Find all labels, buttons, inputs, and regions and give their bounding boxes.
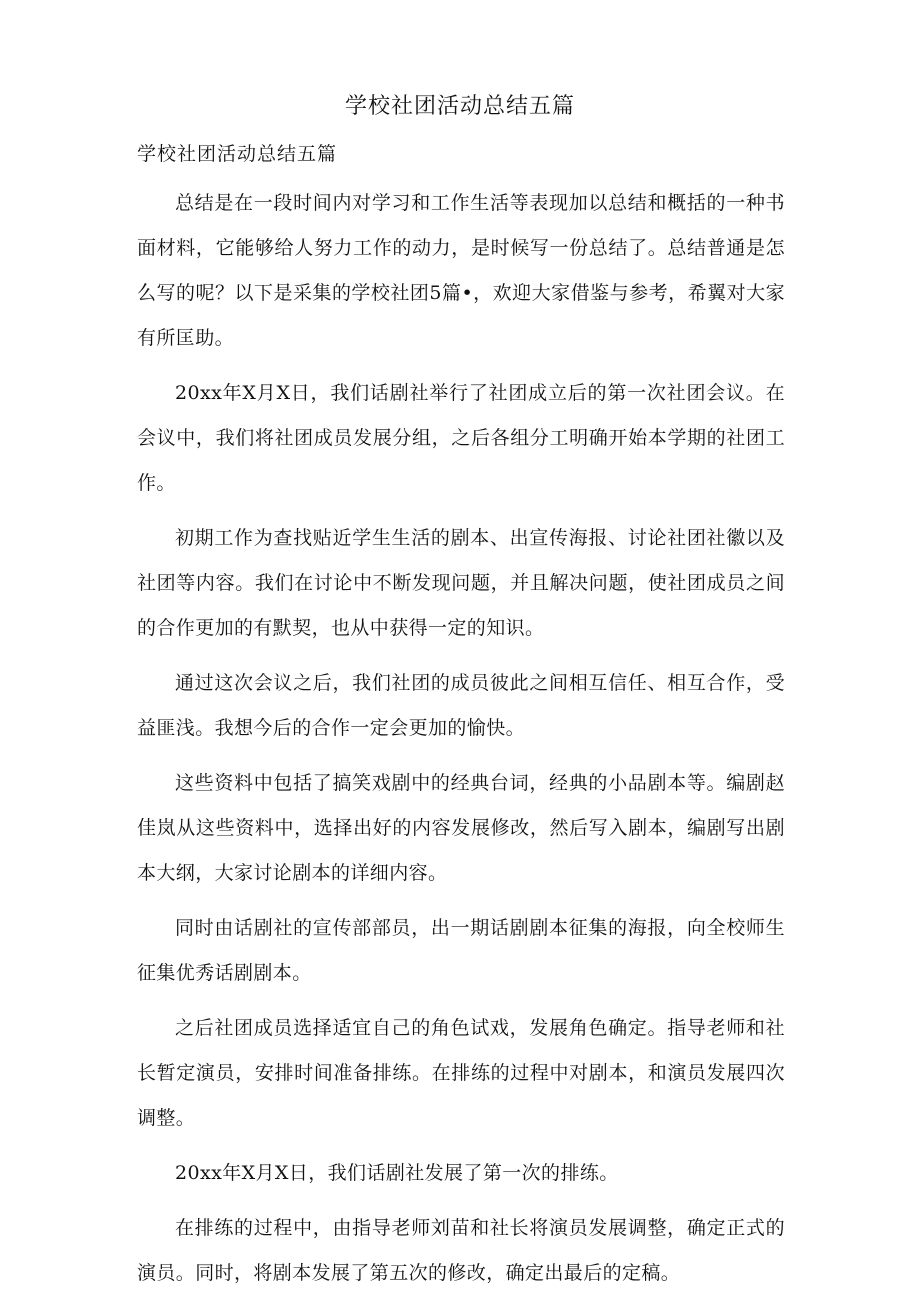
paragraph: 20xx年X月X日，我们话剧社举行了社团成立后的第一次社团会议。在会议中，我们将社团成员发展分组，之后各组分工明确开始本学期的社团工作。 (137, 382, 785, 494)
document-title: 学校社团活动总结五篇 (344, 94, 575, 119)
paragraph: 之后社团成员选择适宜自己的角色试戏，发展角色确定。指导老师和社长暂定演员，安排时间准备排练。在排练的过程中对剧本，和演员发展四次调整。 (137, 1017, 785, 1129)
document-subtitle: 学校社团活动总结五篇 (137, 143, 338, 165)
paragraph: 在排练的过程中，由指导老师刘苗和社长将演员发展调整，确定正式的演员。同时，将剧本发展了第五次的修改，确定出最后的定稿。 (137, 1217, 785, 1284)
document-body (137, 181, 785, 1306)
paragraph: 总结是在一段时间内对学习和工作生活等表现加以总结和概括的一种书面材料，它能够给人努力工作的动力，是时候写一份总结了。总结普通是怎么写的呢？以下是采集的学校社团5篇•，欢迎大家借鉴与参考，希翼对大家有所匡助。 (137, 192, 785, 349)
paragraph: 同时由话剧社的宣传部部员，出一期话剧剧本征集的海报，向全校师生征集优秀话剧剧本。 (137, 917, 785, 984)
paragraph: 这些资料中包括了搞笑戏剧中的经典台词，经典的小品剧本等。编剧赵佳岚从这些资料中，选择出好的内容发展修改，然后写入剧本，编剧写出剧本大纲，大家讨论剧本的详细内容。 (137, 772, 785, 884)
paragraph: 20xx年X月X日，我们话剧社发展了第一次的排练。 (175, 1162, 619, 1184)
paragraph: 初期工作为查找贴近学生生活的剧本、出宣传海报、讨论社团社徽以及社团等内容。我们在讨论中不断发现问题，并且解决问题，使社团成员之间的合作更加的有默契，也从中获得一定的知识。 (137, 527, 785, 639)
paragraph: 通过这次会议之后，我们社团的成员彼此之间相互信任、相互合作，受益匪浅。我想今后的合作一定会更加的愉快。 (137, 672, 785, 739)
